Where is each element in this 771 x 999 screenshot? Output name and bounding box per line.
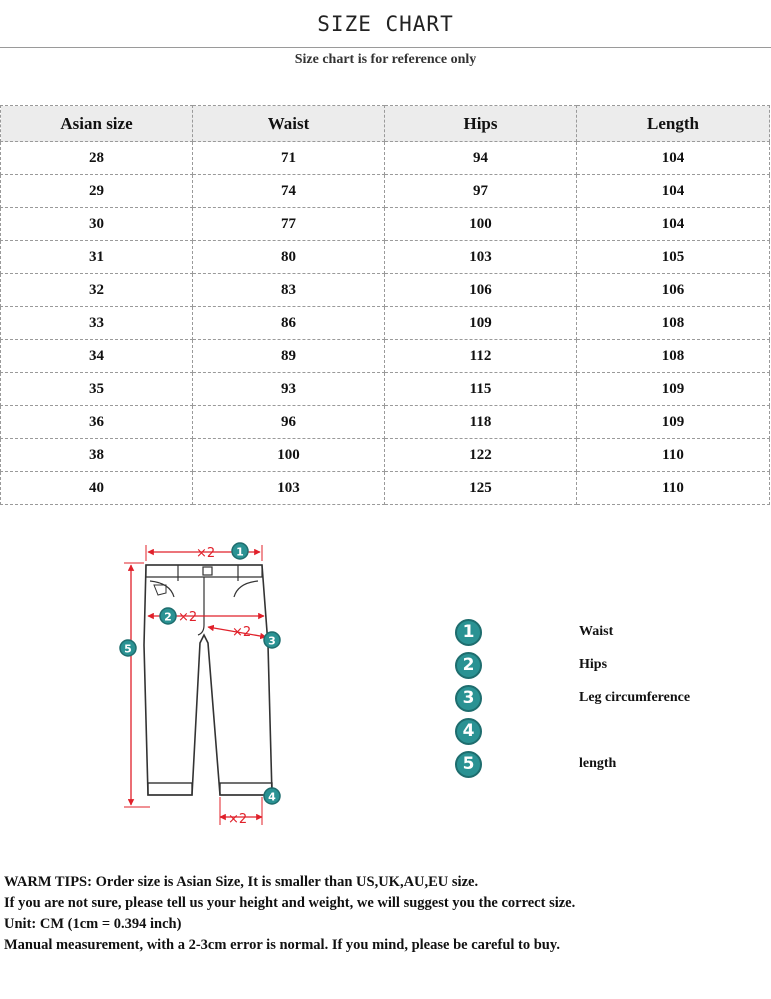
cell-asian-size: 38 [1, 439, 193, 472]
cell-hips: 118 [385, 406, 577, 439]
column-header-hips: Hips [385, 106, 577, 142]
cell-length: 109 [577, 406, 770, 439]
jeans-icon [144, 565, 272, 795]
tip-line: Unit: CM (1cm = 0.394 inch) [4, 916, 182, 932]
cell-length: 108 [577, 340, 770, 373]
cell-hips: 97 [385, 175, 577, 208]
cell-asian-size: 28 [1, 142, 193, 175]
cell-waist: 71 [193, 142, 385, 175]
legend-number-badge: 5 [455, 751, 482, 778]
legend-number-badge: 4 [455, 718, 482, 745]
cell-hips: 94 [385, 142, 577, 175]
page-title: SIZE CHART [317, 12, 454, 36]
cell-hips: 100 [385, 208, 577, 241]
column-header-length: Length [577, 106, 770, 142]
jeans-measurement-diagram [100, 535, 300, 835]
marker-5: 5 [124, 642, 132, 656]
cell-asian-size: 30 [1, 208, 193, 241]
cell-hips: 115 [385, 373, 577, 406]
legend-number-badge: 3 [455, 685, 482, 712]
legend-item [455, 717, 765, 750]
cell-hips: 112 [385, 340, 577, 373]
cell-length: 109 [577, 373, 770, 406]
cell-length: 106 [577, 274, 770, 307]
legend-number-badge: 2 [455, 652, 482, 679]
marker-1: 1 [236, 545, 244, 559]
tip-line: WARM TIPS: Order size is Asian Size, It is smaller than US,UK,AU,EU size. [4, 874, 479, 890]
table-row [1, 142, 770, 175]
warm-tips [4, 872, 769, 956]
cell-asian-size: 29 [1, 175, 193, 208]
table-row [1, 439, 770, 472]
cell-asian-size: 33 [1, 307, 193, 340]
cell-asian-size: 35 [1, 373, 193, 406]
legend-item [455, 684, 765, 717]
cell-hips: 125 [385, 472, 577, 505]
cell-waist: 93 [193, 373, 385, 406]
cell-waist: 89 [193, 340, 385, 373]
cell-length: 105 [577, 241, 770, 274]
tip-line: Manual measurement, with a 2-3cm error is normal. If you mind, please be careful to buy. [4, 937, 560, 953]
cell-asian-size: 34 [1, 340, 193, 373]
cell-length: 110 [577, 472, 770, 505]
cell-asian-size: 31 [1, 241, 193, 274]
multiplier-label: ×2 [228, 812, 248, 827]
cell-asian-size: 32 [1, 274, 193, 307]
cell-asian-size: 40 [1, 472, 193, 505]
legend-number-badge: 1 [455, 619, 482, 646]
marker-2: 2 [164, 610, 172, 624]
cell-waist: 86 [193, 307, 385, 340]
legend-item [455, 618, 765, 651]
cell-hips: 106 [385, 274, 577, 307]
cell-waist: 103 [193, 472, 385, 505]
legend-label: Hips [579, 657, 608, 672]
table-row [1, 208, 770, 241]
marker-3: 3 [268, 634, 276, 648]
cell-waist: 83 [193, 274, 385, 307]
cell-waist: 80 [193, 241, 385, 274]
cell-length: 110 [577, 439, 770, 472]
cell-waist: 74 [193, 175, 385, 208]
legend-label: Waist [579, 624, 614, 639]
cell-length: 104 [577, 208, 770, 241]
multiplier-label: ×2 [196, 546, 216, 561]
cell-length: 104 [577, 142, 770, 175]
column-header-asian-size: Asian size [1, 106, 193, 142]
cell-asian-size: 36 [1, 406, 193, 439]
cell-waist: 77 [193, 208, 385, 241]
table-row [1, 406, 770, 439]
cell-hips: 122 [385, 439, 577, 472]
page-subtitle: Size chart is for reference only [294, 52, 477, 67]
table-row [1, 307, 770, 340]
legend-label: Leg circumference [579, 690, 691, 705]
cell-waist: 100 [193, 439, 385, 472]
title-divider [0, 47, 771, 48]
table-row [1, 274, 770, 307]
size-table [0, 105, 770, 505]
legend-label: length [579, 756, 617, 771]
table-row [1, 472, 770, 505]
column-header-waist: Waist [193, 106, 385, 142]
table-header-row [1, 106, 770, 142]
multiplier-label: ×2 [178, 610, 198, 625]
measurement-legend [455, 618, 765, 783]
cell-waist: 96 [193, 406, 385, 439]
cell-length: 104 [577, 175, 770, 208]
table-row [1, 340, 770, 373]
legend-item [455, 651, 765, 684]
legend-item [455, 750, 765, 783]
table-row [1, 241, 770, 274]
tip-line: If you are not sure, please tell us your height and weight, we will suggest you the correct size. [4, 895, 576, 911]
cell-hips: 103 [385, 241, 577, 274]
table-row [1, 373, 770, 406]
multiplier-label: ×2 [232, 625, 252, 640]
table-row [1, 175, 770, 208]
cell-length: 108 [577, 307, 770, 340]
marker-4: 4 [268, 790, 276, 804]
cell-hips: 109 [385, 307, 577, 340]
